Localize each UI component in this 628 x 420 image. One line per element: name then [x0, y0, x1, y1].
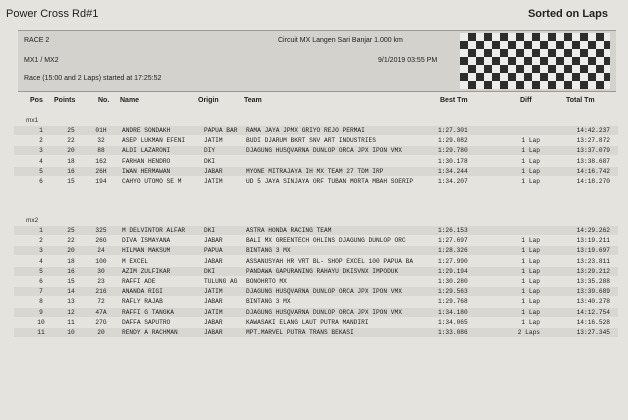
cell-origin: JABAR	[204, 167, 223, 175]
cell-pts: 15	[67, 178, 75, 185]
cell-pos: 4	[39, 157, 43, 165]
cell-no: 23	[97, 278, 105, 285]
race-header	[18, 30, 616, 92]
cell-pts: 20	[67, 247, 75, 255]
cell-pts: 18	[67, 157, 75, 165]
cell-diff: 2 Laps	[517, 329, 540, 336]
cell-diff: 1 Lap	[521, 247, 540, 255]
cell-name: ALDI LAZARONI	[122, 147, 171, 155]
cell-total: 13:37.079	[576, 147, 610, 155]
cell-team: KAWASAKI ELANG LAUT PUTRA MANDIRI	[246, 318, 369, 326]
cell-name: FARHAN HENDRO	[122, 157, 171, 165]
cell-origin: PAPUA	[204, 247, 223, 255]
cell-team: BINTANG 3 MX	[246, 247, 291, 255]
cell-no: 216	[95, 288, 107, 296]
cell-name: RAFLY RAJAB	[122, 298, 163, 306]
column-headers	[0, 97, 628, 109]
cell-origin: DKI	[204, 267, 216, 275]
cell-name: ANANDA RIGI	[122, 288, 163, 296]
cell-total: 13:38.687	[576, 157, 610, 165]
col-points: Points	[54, 97, 76, 104]
table-row	[14, 246, 618, 255]
cell-best: 1:29.082	[438, 137, 468, 145]
cell-total: 14:18.270	[576, 178, 610, 185]
cell-origin: JATIM	[204, 178, 223, 185]
cell-pts: 15	[67, 278, 75, 285]
cell-name: AZIM ZULFIKAR	[122, 267, 171, 275]
cell-total: 13:23.811	[576, 257, 610, 265]
cell-team: BINTANG 3 MX	[246, 298, 291, 306]
col-team: Team	[244, 97, 262, 104]
classes-label: MX1 / MX2	[24, 57, 59, 64]
cell-total: 13:40.278	[576, 298, 610, 306]
cell-diff: 1 Lap	[521, 147, 540, 155]
cell-diff: 1 Lap	[521, 137, 540, 145]
cell-total: 14:42.237	[576, 127, 610, 134]
cell-best: 1:34.207	[438, 178, 468, 185]
table-row	[14, 287, 618, 296]
cell-pts: 12	[67, 308, 75, 316]
cell-pts: 18	[67, 257, 75, 265]
cell-name: RENDY A RACHMAN	[122, 329, 178, 336]
col-no: No.	[98, 97, 110, 104]
cell-origin: JABAR	[204, 257, 223, 265]
cell-team: MPT.MARVEL PUTRA TRANS BEKASI	[246, 329, 354, 336]
cell-origin: JABAR	[204, 298, 223, 306]
cell-team: MYONE MITRAJAYA IH MX TEAM 27 TDM IRP	[246, 167, 384, 175]
table-row	[14, 297, 618, 306]
table-row	[14, 177, 618, 186]
cell-pos: 5	[39, 167, 43, 175]
table-row	[14, 136, 618, 145]
race-label: RACE 2	[24, 37, 50, 44]
cell-pos: 5	[39, 267, 43, 275]
cell-diff: 1 Lap	[521, 167, 540, 175]
cell-pos: 8	[39, 298, 43, 306]
cell-best: 1:29.563	[438, 288, 468, 296]
event-title: Power Cross Rd#1	[6, 8, 99, 20]
cell-best: 1:29.768	[438, 298, 468, 306]
race-info: Race (15:00 and 2 Laps) started at 17:25:52	[24, 75, 162, 82]
title-row	[6, 8, 618, 22]
cell-team: RAMA JAYA JPMX GRIYO REJO PERMAI	[246, 127, 365, 134]
table-row	[14, 328, 618, 337]
cell-team: ASSANUSYAH HR VRT BL- SHOP EXCEL 100 PAPUA BA	[246, 257, 414, 265]
cell-no: 72	[97, 298, 105, 306]
cell-diff: 1 Lap	[521, 178, 540, 185]
cell-no: 27G	[95, 318, 107, 326]
cell-pos: 11	[37, 329, 45, 336]
cell-best: 1:28.326	[438, 247, 468, 255]
cell-best: 1:29.194	[438, 267, 468, 275]
cell-diff: 1 Lap	[521, 237, 540, 245]
cell-total: 13:19.697	[576, 247, 610, 255]
cell-pts: 10	[67, 329, 75, 336]
cell-no: 01H	[95, 127, 107, 134]
cell-total: 13:27.872	[576, 137, 610, 145]
cell-name: M EXCEL	[122, 257, 148, 265]
cell-origin: DKI	[204, 157, 216, 165]
section-label-mx1: mx1	[26, 117, 39, 124]
cell-pos: 1	[39, 227, 43, 234]
cell-team: ASTRA HONDA RACING TEAM	[246, 227, 332, 234]
cell-total: 13:27.345	[576, 329, 610, 336]
cell-pts: 22	[67, 137, 75, 145]
checkered-flag-graphic	[460, 33, 610, 89]
table-row	[14, 236, 618, 245]
cell-best: 1:34.065	[438, 318, 468, 326]
cell-pts: 16	[67, 167, 75, 175]
col-name: Name	[120, 97, 140, 104]
cell-pos: 1	[39, 127, 43, 134]
cell-name: CAHYO UTOMO SE M	[122, 178, 182, 185]
cell-pts: 14	[67, 288, 75, 296]
table-row	[14, 308, 618, 317]
cell-pts: 22	[67, 237, 75, 245]
cell-diff: 1 Lap	[521, 298, 540, 306]
cell-team: DJAGUNG HUSQVARNA DUNLOP ORCA JPX IPON VMX	[246, 147, 402, 155]
cell-team: DJAGUNG HUSQVARNA DUNLOP ORCA JPX IPON VMX	[246, 288, 402, 296]
cell-diff: 1 Lap	[521, 267, 540, 275]
table-row	[14, 257, 618, 266]
cell-name: ANDRE SONDAKH	[122, 127, 171, 134]
cell-pts: 16	[67, 267, 75, 275]
cell-no: 26G	[95, 237, 107, 245]
col-pos: Pos	[30, 97, 43, 104]
cell-name: DAFFA SAPUTRO	[122, 318, 171, 326]
cell-pts: 25	[67, 227, 75, 234]
cell-origin: JATIM	[204, 137, 223, 145]
cell-best: 1:29.780	[438, 147, 468, 155]
cell-pos: 9	[39, 308, 43, 316]
table-row	[14, 267, 618, 276]
table-row	[14, 146, 618, 155]
cell-total: 13:39.689	[576, 288, 610, 296]
cell-origin: JABAR	[204, 237, 223, 245]
cell-no: 24	[97, 247, 105, 255]
cell-best: 1:30.280	[438, 278, 468, 285]
cell-team: DJAGUNG HUSQVARNA DUNLOP ORCA JPX IPON VMX	[246, 308, 402, 316]
cell-pos: 6	[39, 178, 43, 185]
cell-no: 88	[97, 147, 105, 155]
cell-name: DIVA ISMAYANA	[122, 237, 171, 245]
cell-best: 1:27.990	[438, 257, 468, 265]
cell-no: 30	[97, 267, 105, 275]
cell-no: 194	[95, 178, 107, 185]
cell-best: 1:34.180	[438, 308, 468, 316]
cell-origin: JATIM	[204, 288, 223, 296]
cell-no: 32	[97, 137, 105, 145]
cell-best: 1:27.301	[438, 127, 468, 134]
col-origin: Origin	[198, 97, 219, 104]
cell-name: HILMAN MAKSUM	[122, 247, 171, 255]
cell-pos: 3	[39, 147, 43, 155]
table-row	[14, 318, 618, 327]
cell-pos: 4	[39, 257, 43, 265]
cell-origin: TULUNG AG	[204, 278, 238, 285]
cell-best: 1:30.178	[438, 157, 468, 165]
cell-name: ASEP LUKMAN EFENI	[122, 137, 186, 145]
cell-total: 14:16.742	[576, 167, 610, 175]
cell-team: BONOHRTO MX	[246, 278, 287, 285]
cell-pos: 3	[39, 247, 43, 255]
col-diff: Diff	[520, 97, 532, 104]
cell-total: 13:35.288	[576, 278, 610, 285]
table-row	[14, 126, 618, 135]
cell-pos: 6	[39, 278, 43, 285]
table-row	[14, 167, 618, 176]
cell-pts: 20	[67, 147, 75, 155]
cell-name: RAFFI ADE	[122, 278, 156, 285]
cell-pts: 11	[67, 318, 75, 326]
cell-diff: 1 Lap	[521, 318, 540, 326]
cell-origin: DIY	[204, 147, 216, 155]
cell-no: 47A	[95, 308, 107, 316]
cell-total: 13:29.212	[576, 267, 610, 275]
section-label-mx2: mx2	[26, 217, 39, 224]
cell-pos: 2	[39, 137, 43, 145]
cell-no: 20	[97, 329, 105, 336]
cell-no: 162	[95, 157, 107, 165]
cell-pts: 13	[67, 298, 75, 306]
cell-diff: 1 Lap	[521, 157, 540, 165]
table-row	[14, 157, 618, 166]
cell-name: IWAN HERMAWAN	[122, 167, 171, 175]
cell-team: PANDAWA GAPURANING RAHAYU DKISVNX IMPODUK	[246, 267, 399, 275]
cell-pos: 10	[37, 318, 45, 326]
cell-total: 14:29.262	[576, 227, 610, 234]
cell-origin: JATIM	[204, 308, 223, 316]
cell-total: 13:19.211	[576, 237, 610, 245]
cell-no: 100	[95, 257, 107, 265]
cell-origin: JABAR	[204, 329, 223, 336]
cell-best: 1:26.153	[438, 227, 468, 234]
cell-total: 14:16.528	[576, 318, 610, 326]
cell-origin: JABAR	[204, 318, 223, 326]
cell-team: BALI MX GREENTECH OHLINS DJAGUNG DUNLOP ORC	[246, 237, 406, 245]
table-row	[14, 226, 618, 235]
table-row	[14, 277, 618, 286]
cell-best: 1:27.697	[438, 237, 468, 245]
cell-team: BUDI DJARUM BKRT SNV ART INDUSTRIES	[246, 137, 376, 145]
cell-best: 1:33.086	[438, 329, 468, 336]
cell-name: M DELVINTOR ALFAR	[122, 227, 186, 234]
cell-diff: 1 Lap	[521, 308, 540, 316]
cell-no: 26H	[95, 167, 107, 175]
cell-pos: 7	[39, 288, 43, 296]
cell-diff: 1 Lap	[521, 288, 540, 296]
cell-total: 14:12.754	[576, 308, 610, 316]
sorted-label: Sorted on Laps	[527, 8, 608, 20]
datetime-label: 9/1/2019 03:55 PM	[378, 57, 438, 64]
cell-origin: PAPUA BAR	[204, 127, 238, 134]
col-total: Total Tm	[566, 97, 595, 104]
cell-pos: 2	[39, 237, 43, 245]
cell-team: UD 5 JAYA SINJAYA ORF TUBAN MORTA MBAH SOERIP	[246, 178, 414, 185]
cell-no: 325	[95, 227, 107, 234]
cell-best: 1:34.244	[438, 167, 468, 175]
cell-diff: 1 Lap	[521, 278, 540, 285]
cell-diff: 1 Lap	[521, 257, 540, 265]
cell-origin: DKI	[204, 227, 216, 234]
circuit-label: Circuit MX Langen Sari Banjar 1.000 km	[278, 37, 403, 44]
col-best: Best Tm	[440, 97, 468, 104]
cell-name: RAFFI G TANGKA	[122, 308, 174, 316]
cell-pts: 25	[67, 127, 75, 134]
